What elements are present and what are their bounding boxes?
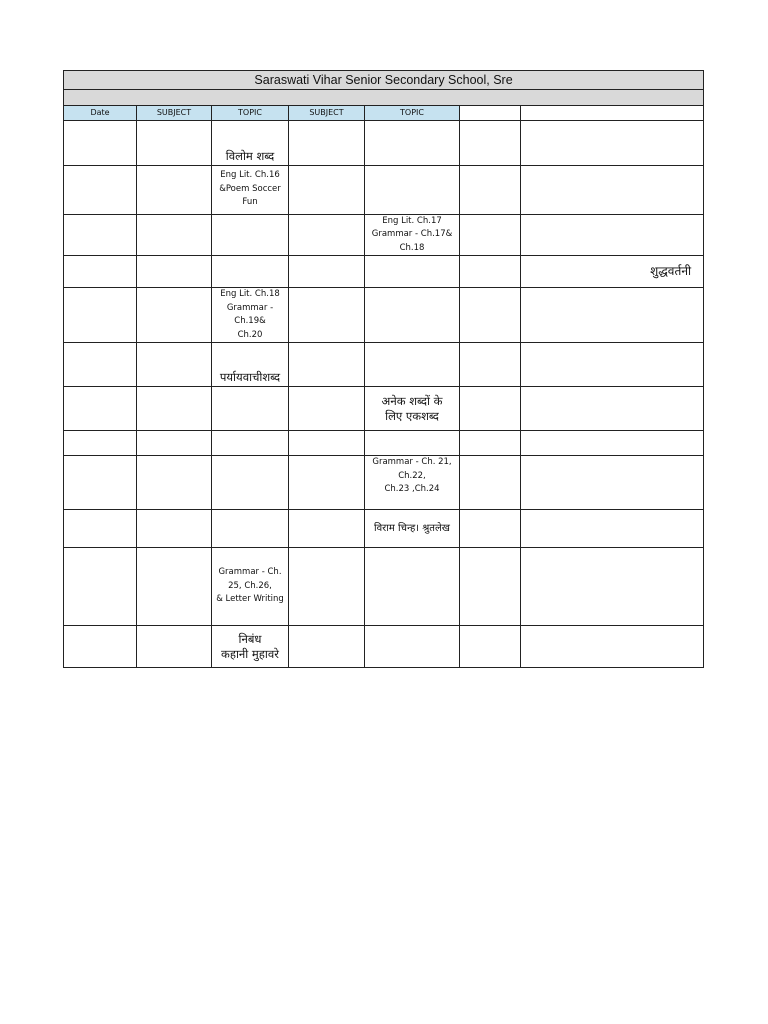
- topic-cell: [212, 387, 289, 431]
- topic-cell: Grammar - Ch. 25, Ch.26, & Letter Writing: [212, 548, 289, 626]
- subject-cell: [137, 431, 212, 456]
- blank-cell: [460, 343, 521, 387]
- header-subject-1: SUBJECT: [137, 106, 212, 121]
- notes-cell: [521, 626, 704, 668]
- subject-cell: [289, 431, 365, 456]
- table-row: [64, 387, 704, 431]
- subject-cell: [289, 626, 365, 668]
- table-row: [64, 120, 704, 165]
- date-cell: [64, 214, 137, 256]
- date-cell: [64, 387, 137, 431]
- table-row: [64, 214, 704, 256]
- table-row: [64, 288, 704, 343]
- subject-cell: [137, 214, 212, 256]
- table-row: [64, 431, 704, 456]
- date-cell: [64, 548, 137, 626]
- notes-cell: [521, 456, 704, 510]
- topic-cell: [365, 165, 460, 214]
- subject-cell: [137, 288, 212, 343]
- header-row: [64, 106, 704, 121]
- date-cell: [64, 626, 137, 668]
- blank-cell: [460, 120, 521, 165]
- topic-cell: [365, 288, 460, 343]
- blank-cell: [460, 548, 521, 626]
- notes-cell: शुद्धवर्तनी: [521, 256, 704, 288]
- topic-cell: [212, 431, 289, 456]
- table-row: [64, 548, 704, 626]
- subject-cell: [289, 510, 365, 548]
- subject-cell: [137, 548, 212, 626]
- topic-cell: [365, 256, 460, 288]
- date-cell: [64, 456, 137, 510]
- date-cell: [64, 431, 137, 456]
- blank-cell: [460, 165, 521, 214]
- notes-cell: [521, 288, 704, 343]
- notes-cell: [521, 165, 704, 214]
- topic-cell: पर्यायवाचीशब्द: [212, 343, 289, 387]
- topic-cell: [212, 214, 289, 256]
- topic-cell: विलोम शब्द: [212, 120, 289, 165]
- subject-cell: [137, 626, 212, 668]
- subject-cell: [289, 165, 365, 214]
- subject-cell: [137, 120, 212, 165]
- blank-cell: [460, 456, 521, 510]
- table-row: [64, 343, 704, 387]
- table-row: [64, 256, 704, 288]
- topic-cell: अनेक शब्दों के लिए एकशब्द: [365, 387, 460, 431]
- notes-cell: [521, 214, 704, 256]
- subject-cell: [289, 387, 365, 431]
- topic-cell: [212, 510, 289, 548]
- blank-cell: [460, 510, 521, 548]
- notes-cell: [521, 343, 704, 387]
- subject-cell: [289, 214, 365, 256]
- notes-cell: [521, 120, 704, 165]
- subject-cell: [137, 165, 212, 214]
- notes-cell: [521, 510, 704, 548]
- subject-cell: [137, 387, 212, 431]
- schedule-table: [63, 70, 704, 668]
- date-cell: [64, 256, 137, 288]
- date-cell: [64, 288, 137, 343]
- notes-cell: [521, 431, 704, 456]
- topic-cell: [365, 626, 460, 668]
- table-row: [64, 510, 704, 548]
- blank-cell: [460, 256, 521, 288]
- subject-cell: [289, 456, 365, 510]
- date-cell: [64, 120, 137, 165]
- header-date: Date: [64, 106, 137, 121]
- table-row: [64, 456, 704, 510]
- topic-cell: Eng Lit. Ch.18 Grammar - Ch.19& Ch.20: [212, 288, 289, 343]
- topic-cell: [212, 456, 289, 510]
- topic-cell: [365, 343, 460, 387]
- blank-band-row: [64, 90, 704, 106]
- date-cell: [64, 510, 137, 548]
- topic-cell: [365, 431, 460, 456]
- subject-cell: [137, 456, 212, 510]
- subject-cell: [137, 510, 212, 548]
- subject-cell: [289, 343, 365, 387]
- topic-cell: [365, 120, 460, 165]
- date-cell: [64, 165, 137, 214]
- subject-cell: [137, 256, 212, 288]
- topic-cell: Grammar - Ch. 21, Ch.22, Ch.23 ,Ch.24: [365, 456, 460, 510]
- blank-cell: [460, 626, 521, 668]
- topic-cell: [365, 548, 460, 626]
- subject-cell: [289, 288, 365, 343]
- subject-cell: [137, 343, 212, 387]
- date-cell: [64, 343, 137, 387]
- blank-cell: [460, 288, 521, 343]
- blank-cell: [460, 214, 521, 256]
- header-blank-2: [521, 106, 704, 121]
- topic-cell: विराम चिन्ह। श्रुतलेख: [365, 510, 460, 548]
- subject-cell: [289, 548, 365, 626]
- topic-cell: Eng Lit. Ch.17 Grammar - Ch.17& Ch.18: [365, 214, 460, 256]
- topic-cell: [212, 256, 289, 288]
- topic-cell: निबंध कहानी मुहावरे: [212, 626, 289, 668]
- header-topic-1: TOPIC: [212, 106, 289, 121]
- notes-cell: [521, 387, 704, 431]
- blank-cell: [460, 387, 521, 431]
- school-title: Saraswati Vihar Senior Secondary School, Sre: [64, 71, 704, 90]
- header-subject-2: SUBJECT: [289, 106, 365, 121]
- blank-cell: [460, 431, 521, 456]
- table-row: [64, 626, 704, 668]
- header-blank-1: [460, 106, 521, 121]
- topic-cell: Eng Lit. Ch.16 &Poem Soccer Fun: [212, 165, 289, 214]
- header-topic-2: TOPIC: [365, 106, 460, 121]
- subject-cell: [289, 256, 365, 288]
- subject-cell: [289, 120, 365, 165]
- notes-cell: [521, 548, 704, 626]
- table-row: [64, 165, 704, 214]
